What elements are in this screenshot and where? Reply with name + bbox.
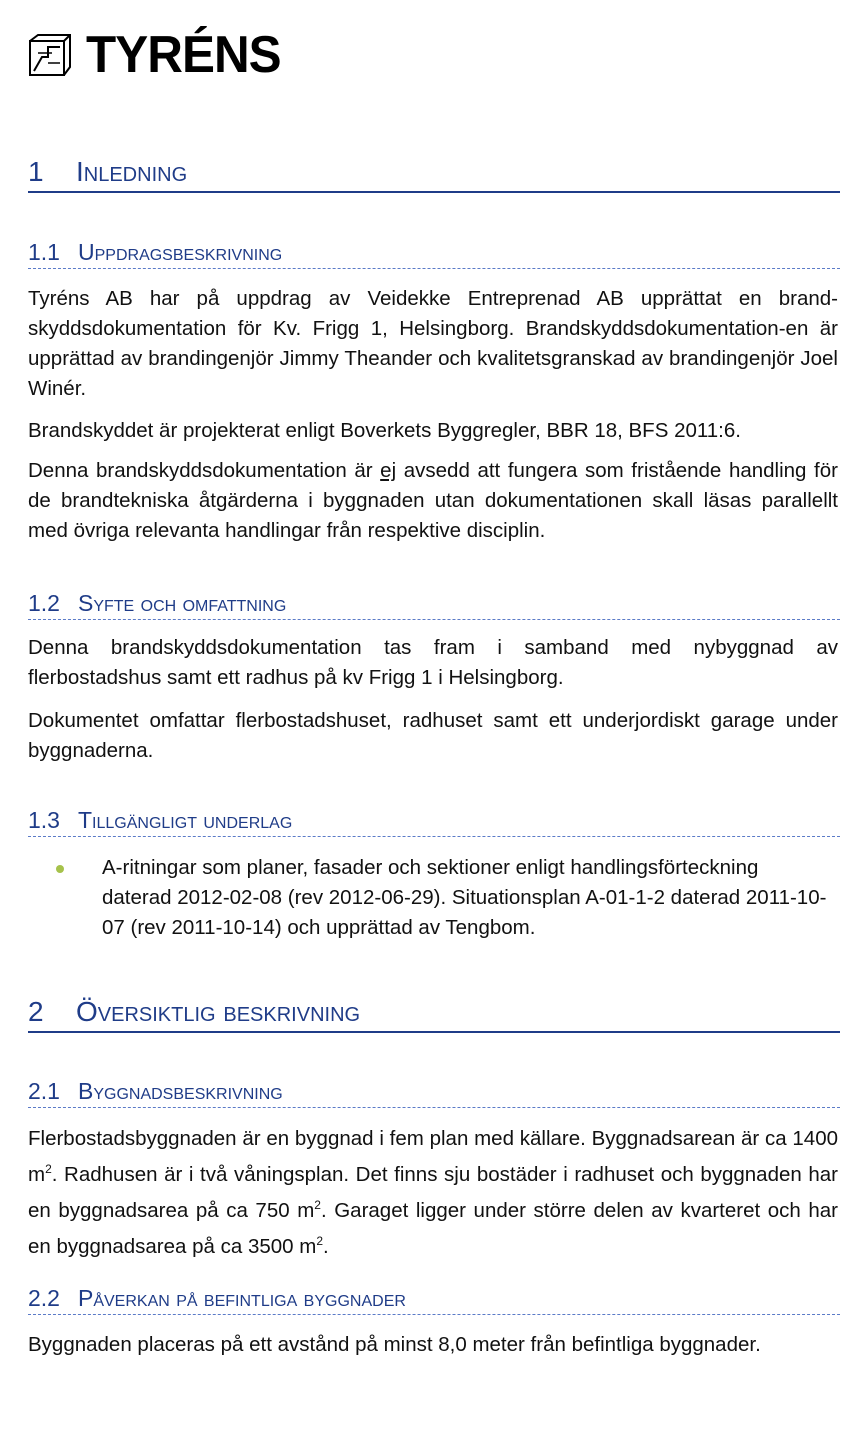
section-number: 1.2 [28,590,60,616]
bullet-icon [56,865,64,873]
paragraph-building-description: Flerbostadsbyggnaden är en byggnad i fem plan med källare. Byggnadsarean är ca 1400 $m^2$. Radhusen är i två våningsplan. Det finns sju bostäder i radhuset och byggnaden har en byggnadsarea på ca 750 $m^2$. Garaget ligger under större delen av kvarteret och har en byggnadsarea på ca 3500 $m^2$. [28,1127,838,1258]
section-title: Inledning [76,156,188,187]
heading-section-1-1 [28,238,840,269]
paragraph-not-standalone: Denna brandskyddsdokumentation är ej avsedd att fungera som fristående handling för de brandtekniska åtgärderna i byggnaden utan dokumentationen skall läsas parallellt med övriga relevanta handlingar från respektive disciplin. [28,459,838,542]
underlined-word: ej [380,459,397,482]
paragraph-assignment: Tyréns AB har på uppdrag av Veidekke Entreprenad AB upprättat en brand-skyddsdokumentation för Kv. Frigg 1, Helsingborg. Brandskyddsdokumentation-en är upprättad av brandingenjör Jimmy Theander och kvalitetsgranskad av brandingenjör Joel Winér. [28,287,838,400]
heading-section-2 [28,995,840,1033]
section-title: Översiktlig beskrivning [76,996,361,1027]
section-number: 1.1 [28,239,60,265]
heading-section-1-3 [28,806,840,837]
section-title: Uppdragsbeskrivning [78,239,283,265]
tyrens-cube-logo-icon [28,33,72,77]
section-number: 1 [28,156,44,187]
list-item-text: A-ritningar som planer, fasader och sektioner enligt handlingsförteckning daterad 2012-02-08 (rev 2012-06-29). Situationsplan A-01-1-2 daterad 2011-10-07 (rev 2011-10-14) och upprättad av Tengbom. [102,856,827,939]
section-number: 2 [28,996,44,1027]
section-number: 2.1 [28,1078,60,1104]
paragraph-existing-buildings: Byggnaden placeras på ett avstånd på minst 8,0 meter från befintliga byggnader. [28,1333,761,1356]
paragraph-regulations: Brandskyddet är projekterat enligt Boverkets Byggregler, BBR 18, BFS 2011:6. [28,419,741,442]
heading-section-2-2 [28,1284,840,1315]
section-title: Syfte och omfattning [78,590,287,616]
section-title: Tillgängligt underlag [78,807,293,833]
logo-wordmark: TYRÉNS [86,26,281,84]
paragraph-purpose: Denna brandskyddsdokumentation tas fram i samband med nybyggnad av flerbostadshus samt ett radhus på kv Frigg 1 i Helsingborg. [28,636,838,689]
heading-section-1-2 [28,589,840,620]
section-title: Byggnadsbeskrivning [78,1078,283,1104]
company-logo [28,26,291,84]
section-number: 1.3 [28,807,60,833]
list-item [62,853,832,943]
section-number: 2.2 [28,1285,60,1311]
section-title: Påverkan på befintliga byggnader [78,1285,406,1311]
paragraph-scope: Dokumentet omfattar flerbostadshuset, radhuset samt ett underjordiskt garage under byggnaderna. [28,709,838,762]
heading-section-1 [28,155,840,193]
heading-section-2-1 [28,1077,840,1108]
